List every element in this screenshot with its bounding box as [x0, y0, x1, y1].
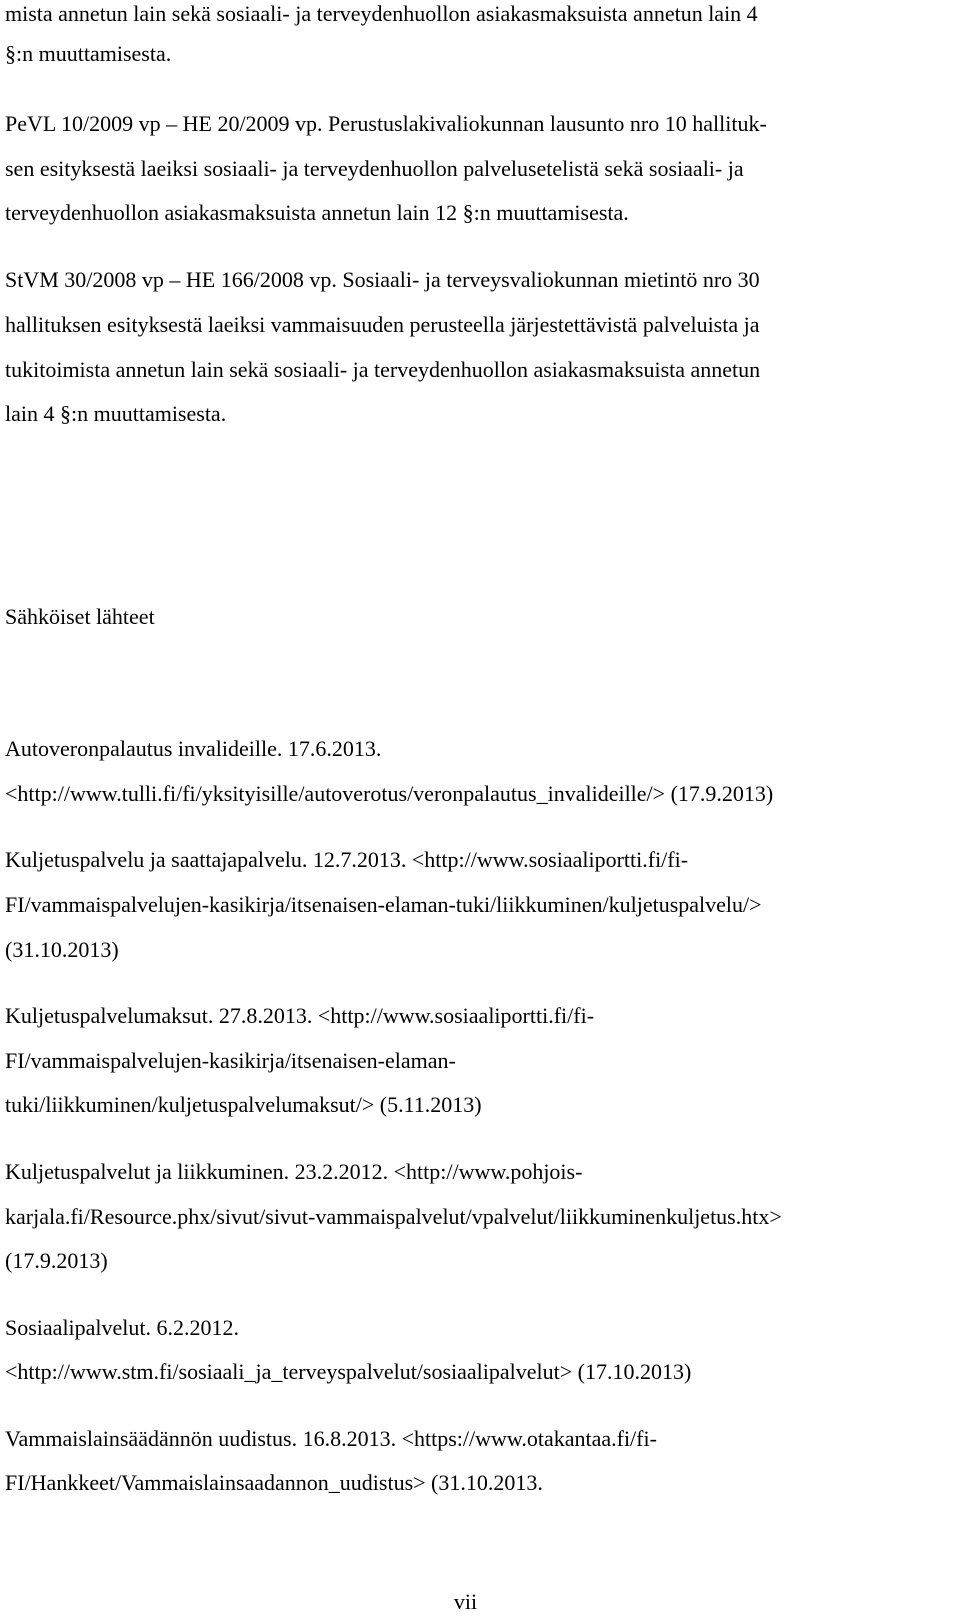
text-line: tukitoimista annetun lain sekä sosiaali- ja terveydenhuollon asiakasmaksuista annetun	[5, 357, 761, 382]
text-line: PeVL 10/2009 vp – HE 20/2009 vp. Perustuslakivaliokunnan lausunto nro 10 hallituk-	[5, 111, 767, 136]
text-line: Kuljetuspalvelut ja liikkuminen. 23.2.2012. <http://www.pohjois-	[5, 1159, 583, 1184]
text-line: FI/Hankkeet/Vammaislainsaadannon_uudistus> (31.10.2013.	[5, 1470, 543, 1495]
text-line: (17.9.2013)	[5, 1248, 108, 1273]
text-line: Kuljetuspalvelumaksut. 27.8.2013. <http://www.sosiaaliportti.fi/fi-	[5, 1003, 595, 1028]
section-heading: Sähköiset lähteet	[5, 604, 155, 629]
text-line: terveydenhuollon asiakasmaksuista annetun lain 12 §:n muuttamisesta.	[5, 200, 629, 225]
text-line: <http://www.tulli.fi/fi/yksityisille/autoverotus/veronpalautus_invalideille/> (17.9.2013)	[5, 781, 774, 806]
text-line: sen esityksestä laeiksi sosiaali- ja terveydenhuollon palvelusetelistä sekä sosiaali- ja	[5, 156, 744, 181]
text-line: §:n muuttamisesta.	[5, 41, 172, 66]
text-line: Vammaislainsäädännön uudistus. 16.8.2013. <https://www.otakantaa.fi/fi-	[5, 1426, 657, 1451]
text-line: hallituksen esityksestä laeiksi vammaisuuden perusteella järjestettävistä palveluista ja	[5, 312, 760, 337]
text-line: mista annetun lain sekä sosiaali- ja terveydenhuollon asiakasmaksuista annetun lain 4	[5, 1, 758, 26]
text-line: lain 4 §:n muuttamisesta.	[5, 401, 227, 426]
text-line: karjala.fi/Resource.phx/sivut/sivut-vammaispalvelut/vpalvelut/liikkuminenkuljetus.htx>	[5, 1204, 782, 1229]
text-line: Sosiaalipalvelut. 6.2.2012.	[5, 1315, 240, 1340]
text-line: Kuljetuspalvelu ja saattajapalvelu. 12.7.2013. <http://www.sosiaaliportti.fi/fi-	[5, 847, 689, 872]
page-number: vii	[453, 1589, 478, 1614]
text-line: <http://www.stm.fi/sosiaali_ja_terveyspalvelut/sosiaalipalvelut> (17.10.2013)	[5, 1359, 692, 1384]
text-line: (31.10.2013)	[5, 937, 119, 962]
text-line: FI/vammaispalvelujen-kasikirja/itsenaisen-elaman-tuki/liikkuminen/kuljetuspalvelu/>	[5, 892, 762, 917]
text-line: tuki/liikkuminen/kuljetuspalvelumaksut/> (5.11.2013)	[5, 1092, 482, 1117]
text-line: FI/vammaispalvelujen-kasikirja/itsenaisen-elaman-	[5, 1048, 456, 1073]
text-line: Autoveronpalautus invalideille. 17.6.2013.	[5, 736, 382, 761]
text-line: StVM 30/2008 vp – HE 166/2008 vp. Sosiaali- ja terveysvaliokunnan mietintö nro 30	[5, 267, 760, 292]
